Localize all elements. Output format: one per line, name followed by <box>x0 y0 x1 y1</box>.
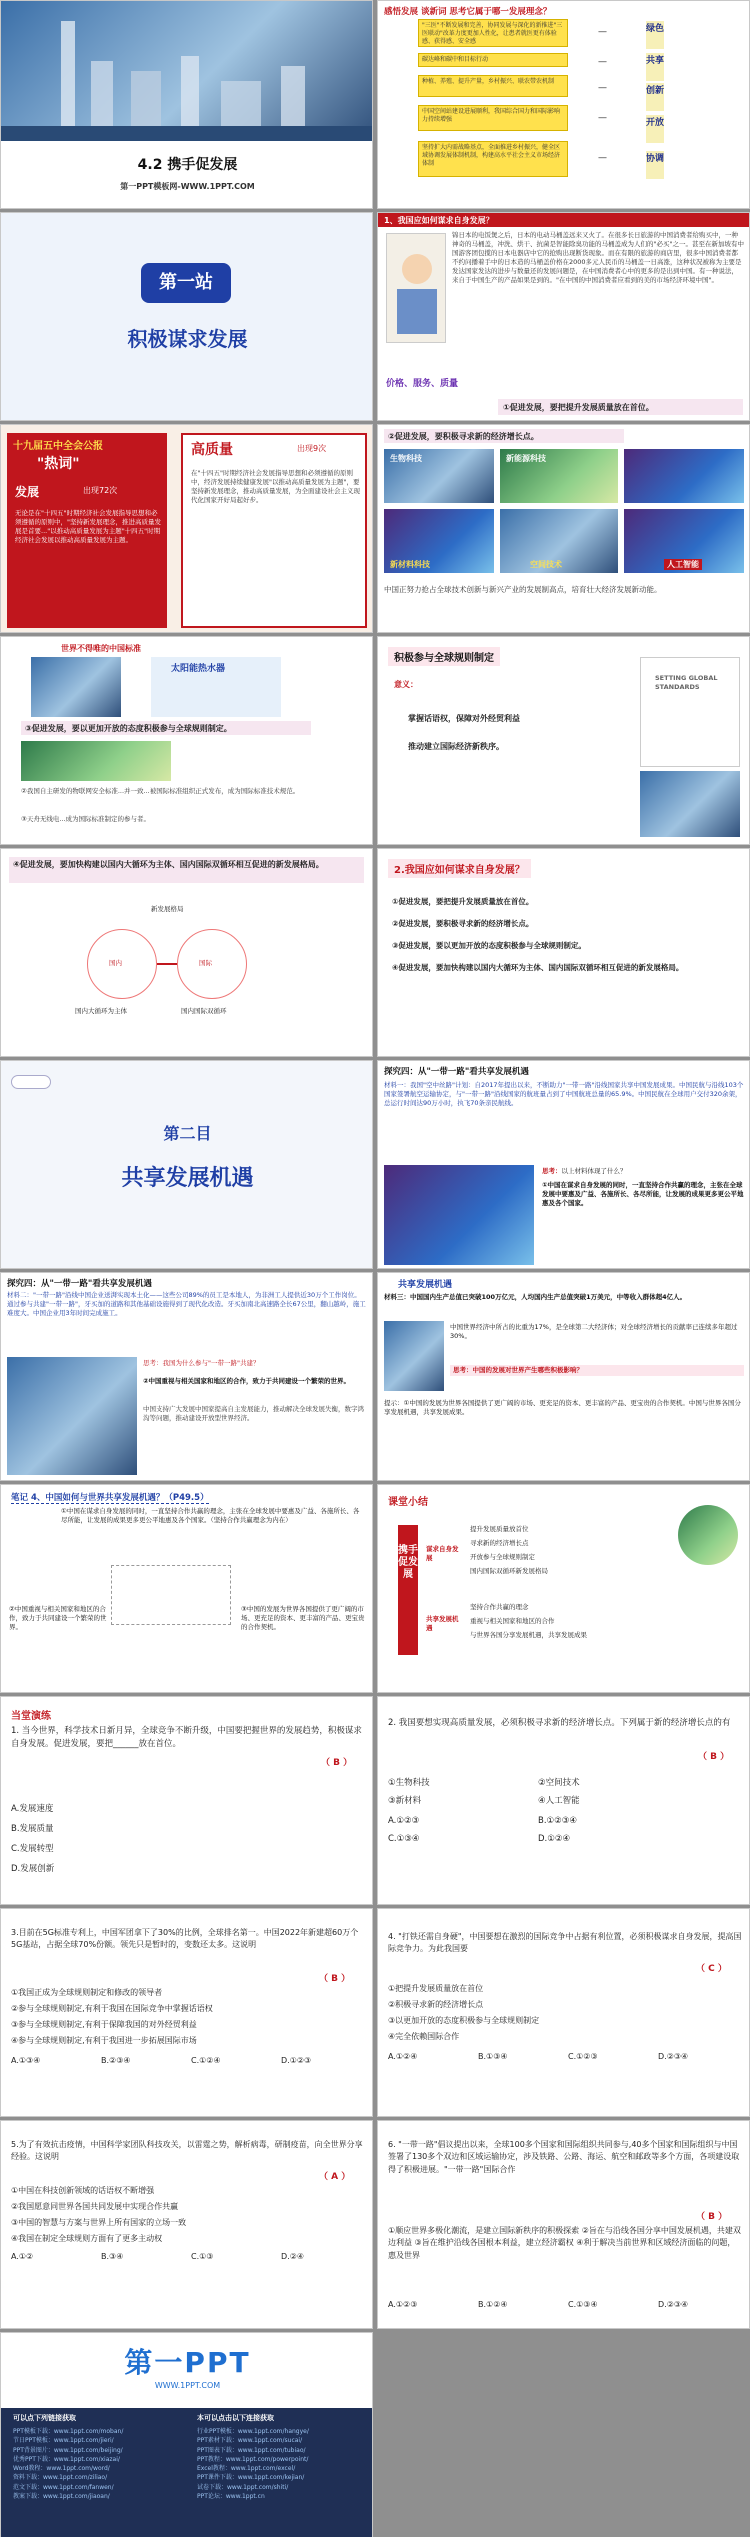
link-left-3[interactable]: PPT背景图片：www.1ppt.com/beijing/ <box>13 2446 123 2454</box>
q2-choice-a[interactable]: A.①②③ <box>388 1816 420 1826</box>
q3-choice-d[interactable]: D.①②③ <box>281 2056 312 2065</box>
standards-image-1 <box>31 657 121 717</box>
cover-title: 4.2 携手促发展 <box>137 157 238 173</box>
q2-choice-b[interactable]: B.①②③④ <box>538 1816 578 1826</box>
summary-item-1-3: 开放参与全球规则制定 <box>470 1553 535 1561</box>
link-right-8[interactable]: PPT论坛：www.1ppt.cn <box>197 2493 265 2501</box>
tile-bio <box>384 449 494 503</box>
term-box-1: "三医"不断发展和完善，协同发展与深化的新推进"三医联动"改革力度更加人性化，让患者就医更有体验感、获得感、安全感 <box>418 19 568 47</box>
link-left-8[interactable]: 教案下载：www.1ppt.com/jiaoan/ <box>13 2493 110 2501</box>
slide-10-how-summary[interactable] <box>377 848 750 1057</box>
station-title: 积极谋求发展 <box>127 327 248 351</box>
q3-stmt-1: ①我国正成为全球规则制定和修改的领导者 <box>11 1988 163 1997</box>
q2-choice-d[interactable]: D.①②④ <box>538 1834 571 1844</box>
fazhan-label: 发展 <box>15 485 40 499</box>
case-text: 锦日本的电饭煲之后，日本的电动马桶盖远来又火了。在很多长日旅游的中国消费者给购买中，一种神奇的马桶盖，冲洗、烘干、抗菌是智能除臭功能的马桶盖成为人们的"必买"之一。甚至在新加坡有中国游客团包揽的日本电器店中它的抢购出现断货现象。而在有限的旅游的商店里，很多中国消费者都不约问播着手中的日本造的马桶盖价格在2000多元人民币的马桶盖一日高涨，这种状况被称为主要是发达国家发达的进步与数量还的发展问题是，在中国消费者心中的更多的是出到中国。有一种说法，来自于中国生产的产品如果是到的。"在中国的中国消费者应看到的美的市场经济环境中国"。 <box>452 231 744 285</box>
links-right <box>197 2427 367 2501</box>
q4-choice-c[interactable]: C.①②③ <box>568 2052 598 2061</box>
link-right-7[interactable]: 试卷下载：www.1ppt.com/shiti/ <box>197 2483 289 2491</box>
slide-4-header: 1、我国应如何谋求自身发展？ <box>378 213 750 227</box>
tile-material <box>384 509 494 573</box>
station-badge: 第一站 <box>141 263 231 303</box>
q4-stmt-3: ③以更加开放的态度积极参与全球规则制定 <box>388 2016 540 2025</box>
slide-8-global-rules[interactable] <box>377 636 750 845</box>
q5-stmt-4: ④我国在制定全球规则方面有了更多主动权 <box>11 2234 163 2243</box>
slide-23-ending[interactable] <box>0 2332 373 2537</box>
link-left-4[interactable]: 优秀PPT下载：www.1ppt.com/xiazai/ <box>13 2455 120 2463</box>
q3-choice-c[interactable]: C.①②④ <box>191 2056 221 2065</box>
slide-3-station-1[interactable] <box>0 212 373 421</box>
link-left-5[interactable]: Word教程：www.1ppt.com/word/ <box>13 2465 110 2473</box>
q6-choice-b[interactable]: B.①②④ <box>478 2300 508 2309</box>
slide-1-cover[interactable] <box>0 0 373 209</box>
standards-image-3 <box>21 741 171 781</box>
concept-tag-1: 绿色 <box>646 21 664 49</box>
conclusion-3: ③促进发展，要以更加开放的态度积极参与全球规则制定。 <box>21 721 311 735</box>
tile-space <box>500 509 618 573</box>
q1-option-b[interactable]: B.发展质量 <box>11 1824 54 1834</box>
how-point-3: ③促进发展，要以更加开放的态度积极参与全球规则制定。 <box>392 941 586 950</box>
slide-20-question-4[interactable] <box>377 1908 750 2117</box>
q4-stmt-4: ④完全依赖国际合作 <box>388 2032 460 2041</box>
q6-statements: ①顺应世界多极化潮流，是建立国际新秩序的积极探索 ②旨在与沿线各国分享中国发展机遇，共建双边利益 ③旨在维护沿线各国根本利益，建立经济霸权 ④利于解决当前世界和区域经济面临的问题，惠及世界 <box>388 2226 741 2260</box>
q6-answer[interactable]: （ B ） <box>696 2212 728 2222</box>
circle-international <box>177 929 247 999</box>
cloud-icon <box>11 1075 51 1089</box>
concept-tag-4: 开放 <box>646 115 664 143</box>
slide-21-question-5[interactable] <box>0 2120 373 2329</box>
q6-choice-d[interactable]: D.②③④ <box>658 2300 689 2309</box>
slide-14-shared-opportunities[interactable] <box>377 1272 750 1481</box>
dash-5: — <box>598 153 607 163</box>
standards-image-2 <box>151 657 281 717</box>
slide-22-question-6[interactable] <box>377 2120 750 2329</box>
q2-stmt-3: ③新材料 <box>388 1796 422 1806</box>
q2-text: 2. 我国要想实现高质量发展，必须积极寻求新的经济增长点。下列属于新的经济增长点的有 <box>388 1718 731 1728</box>
gzl-text: 在"十四五"时期经济社会发展指导思想和必须遵循的原则中，经济发展持续健康发展"以推动高质量发展为主题"，要坚持新发展理念，推动高质量发展，为全面建设社会主义现代化国家开好局起好步。 <box>191 469 360 505</box>
summary-item-1-4: 国内国际双循环新发展格局 <box>470 1567 548 1575</box>
q5-choice-c[interactable]: C.①③ <box>191 2252 214 2261</box>
note-point-1: ①中国在谋求自身发展的同时，一直坚持合作共赢的理念，主张在全球发展中要惠及广益、各施所长、各尽所能，让发展的成果更多更公平地惠及各个国家。（坚持合作共赢理念为内在） <box>61 1507 360 1525</box>
city-skyline-image <box>1 1 373 141</box>
summary-item-2-3: 与世界各国分享发展机遇，共享发展成果 <box>470 1631 587 1639</box>
links-right-title: 本可以点击以下连接获取 <box>197 2414 274 2422</box>
tile-bio-label: 生物科技 <box>390 454 422 463</box>
q2-stmt-2: ②空间技术 <box>538 1778 580 1788</box>
diagram-left-label: 国内 <box>109 959 122 967</box>
summary-side: 携手促发展 <box>398 1525 418 1655</box>
meaning-point-2: 推动建立国际经济新秩序。 <box>408 742 504 751</box>
cartoon-image <box>386 233 446 343</box>
slide-11-part-2[interactable] <box>0 1060 373 1269</box>
gzl-label: 高质量 <box>191 442 233 458</box>
q3-text: 3.目前在5G标准专利上，中国军团拿下了30%的比例，全球排名第一。中国2022年新建超60万个5G基站，占据全球70%份额。领先只是暂时的，变数还太多。这说明 <box>11 1928 359 1950</box>
term-box-4: 中国空间站建设进展顺利，我国综合国力和国际影响力持续增强 <box>418 105 568 131</box>
tile-extra <box>624 449 744 503</box>
tile-ai <box>624 509 744 573</box>
slide-14-header: 共享发展机遇 <box>398 1280 453 1290</box>
slide-10-header: 2.我国应如何谋求自身发展？ <box>388 859 531 878</box>
q1-option-d[interactable]: D.发展创新 <box>11 1864 55 1874</box>
tile-space-label: 空间技术 <box>530 560 562 569</box>
slide-15-header: 笔记 4、中国如何与世界共享发展机遇？（P49.5） <box>11 1493 209 1503</box>
link-left-6[interactable]: 资料下载：www.1ppt.com/ziliao/ <box>13 2474 108 2482</box>
how-point-4: ④促进发展，要加快构建以国内大循环为主体、国内国际双循环相互促进的新发展格局。 <box>392 963 684 972</box>
q5-stmt-1: ①中国在科技创新领域的话语权不断增强 <box>11 2186 155 2195</box>
link-right-6[interactable]: PPT课件下载：www.1ppt.com/kejian/ <box>197 2474 305 2482</box>
term-box-5: 坚持扩大内需战略基点，全面推进乡村振兴，健全区域协调发展体制机制，构建高水平社会主义市场经济体制 <box>418 141 568 177</box>
think-12 <box>542 1167 746 1176</box>
q6-choice-c[interactable]: C.①③④ <box>568 2300 598 2309</box>
summary-item-1-1: 提升发展质量放首位 <box>470 1525 529 1533</box>
slide-12-header: 探究四：从"一带一路"看共享发展机遇 <box>384 1067 529 1077</box>
fazhan-text: 无论是在"十四五"时期经济社会发展指导思想和必须遵循的原则中，"坚持新发展理念，推进高质量发展是首要..."以推动高质量发展为主题"十四五"时期经济社会发展以推动高质量发展为主题。 <box>15 509 161 545</box>
slide-2-new-terms[interactable] <box>377 0 750 209</box>
station-bg <box>1 213 373 421</box>
material-1: 材料一：我国"空中丝路"计划：自2017年提出以来，不断助力"一带一路"沿线国家共享中国发展成果。中国民航与沿线103个国家签署航空运输协定，与"一带一路"沿线国家的航班量占到了中国航班总量的65.9%。中国民航在全球用户交付320余架，总运行时间达90万小时，执飞70条亲民航线。 <box>384 1081 744 1108</box>
how-point-2: ②促进发展，要积极寻求新的经济增长点。 <box>392 919 534 928</box>
q4-answer[interactable]: （ C ） <box>696 1964 727 1974</box>
q5-stmt-3: ③中国的智慧与方案与世界上所有国家的立场一致 <box>11 2218 187 2227</box>
concept-tag-2: 共享 <box>646 53 664 81</box>
logo-text: 第一PPT <box>124 2346 251 2379</box>
slide-17-question-1[interactable] <box>0 1696 373 1905</box>
slide-12-belt-road-1[interactable] <box>377 1060 750 1269</box>
q6-text: 6. "一带一路"倡议提出以来，全球100多个国家和国际组织共同参与,40多个国家和国际组织与中国签署了130多个双边和区域运输协定，涉及铁路、公路、海运、航空和邮政等多个方面，各项建设取得了积极进展。"一带一路"国际合作 <box>388 2140 740 2174</box>
standards-note-2: ③天舟无线电...成为国际标准制定的参与者。 <box>21 815 151 823</box>
stat-text: 中国世界经济中所占的比重为17%，是全球第二大经济体；对全球经济增长的贡献率已连续多年超过30%。 <box>450 1323 738 1341</box>
link-right-2[interactable]: PPT素材下载：www.1ppt.com/sucai/ <box>197 2437 303 2445</box>
link-left-2[interactable]: 节日PPT模板：www.1ppt.com/jieri/ <box>13 2437 114 2445</box>
q1-text: 1. 当今世界，科学技术日新月异，全球竞争不断升级，中国要把握世界的发展趋势，积极谋求自身发展。促进发展，要把______放在首位。 <box>11 1726 362 1750</box>
slide-19-question-3[interactable] <box>0 1908 373 2117</box>
q1-answer[interactable]: （ B ） <box>321 1758 353 1768</box>
q4-choice-a[interactable]: A.①②④ <box>388 2052 418 2061</box>
links-left <box>13 2427 183 2501</box>
summary-item-2-2: 重视与相关国家和地区的合作 <box>470 1617 555 1625</box>
dash-1: — <box>598 27 607 37</box>
summary-item-1-2: 寻求新的经济增长点 <box>470 1539 529 1547</box>
route-map-image <box>7 1357 137 1475</box>
tile-ai-label: 人工智能 <box>664 559 702 570</box>
link-right-1[interactable]: 行业PPT模板：www.1ppt.com/hangye/ <box>197 2428 309 2435</box>
growth-caption: 中国正努力抢占全球技术创新与新兴产业的发展制高点，培育壮大经济发展新动能。 <box>384 585 662 594</box>
think-12-label: 思考： <box>542 1167 562 1175</box>
q6-choice-a[interactable]: A.①②③ <box>388 2300 418 2309</box>
slide-18-question-2[interactable] <box>377 1696 750 1905</box>
material-2: 材料二："一带一路"沿线中国企业送湃实现本土化——这些公司89%的员工是本地人，为非洲工人提供近30万个工作岗位。通过参与共建"一带一路"，牙买加的道路和其他基础设施得到了现代化改造。牙买加南北高速路全长67公里，翻山越岭，施工难度大。中国企业用3年时间完成施工。 <box>7 1291 366 1318</box>
summary-item-2-1: 坚持合作共赢的理念 <box>470 1603 529 1611</box>
slide-2-header: 感悟发展 谈新词 思考它属于哪一发展理念？ <box>384 7 552 17</box>
q4-stmt-2: ②积极寻求新的经济增长点 <box>388 2000 484 2009</box>
think-13: 思考：我国为什么参与"一带一路"共建？ <box>143 1359 260 1367</box>
practice-header: 当堂演练 <box>11 1711 51 1722</box>
flight-map-image <box>384 1165 534 1265</box>
link-right-5[interactable]: Excel教程：www.1ppt.com/excel/ <box>197 2465 296 2473</box>
q2-answer[interactable]: （ B ） <box>698 1752 730 1762</box>
dash-3: — <box>598 83 607 93</box>
q3-stmt-4: ④参与全球规则制定,有利于我国进一步拓展国际市场 <box>11 2036 197 2045</box>
dash-2: — <box>598 57 607 67</box>
slide-7-header: 世界不得唯的中国标准 <box>61 644 141 653</box>
answer-12: ①中国在谋求自身发展的同时，一直坚持合作共赢的理念，主张在全球发展中要惠及广益、各施所长、各尽所能，让发展的成果更多更公平地惠及各个国家。 <box>542 1181 744 1208</box>
gzl-count: 出现9次 <box>297 444 327 453</box>
link-left-7[interactable]: 范文下载：www.1ppt.com/fanwen/ <box>13 2483 114 2491</box>
q3-choice-a[interactable]: A.①③④ <box>11 2056 41 2065</box>
q2-stmt-1: ①生物科技 <box>388 1778 430 1788</box>
fazhan-count: 出现72次 <box>83 486 118 495</box>
q5-choice-a[interactable]: A.①② <box>11 2252 34 2261</box>
term-box-2: 碳达峰和碳中和目标行动 <box>418 53 568 67</box>
concept-tag-5: 协调 <box>646 151 664 179</box>
q3-stmt-2: ②参与全球规则制定,有利于我国在国际竞争中掌握话语权 <box>11 2004 213 2013</box>
slide-4-toilet-seat-case[interactable] <box>377 212 750 421</box>
slide-6-header: ②促进发展，要积极寻求新的经济增长点。 <box>384 429 624 443</box>
think-14: 思考：中国的发展对世界产生哪些积极影响？ <box>450 1365 744 1376</box>
slide-6-growth-points[interactable] <box>377 424 750 633</box>
summary-group-2: 共享发展机遇 <box>426 1615 459 1633</box>
globe-image <box>678 1505 738 1565</box>
slide-16-summary[interactable] <box>377 1484 750 1693</box>
term-box-3: 种植、养殖、提升产量，乡村振兴、联农带农机制 <box>418 75 568 97</box>
slide-8-header: 积极参与全球规则制定 <box>388 647 500 666</box>
q2-stmt-4: ④人工智能 <box>538 1796 580 1806</box>
dash-4: — <box>598 113 607 123</box>
concept-tag-3: 创新 <box>646 83 664 111</box>
diagram-right-label: 国际 <box>199 959 212 967</box>
book-title: SETTING GLOBAL STANDARDS <box>655 674 718 692</box>
q1-option-c[interactable]: C.发展转型 <box>11 1844 54 1854</box>
note-point-3: ③中国的发展为世界各国提供了更广阔的市场、更充足的资本、更丰富的产品、更宝贵的合作契机。 <box>241 1605 365 1632</box>
tile-energy-label: 新能源科技 <box>506 454 546 463</box>
q4-stmt-1: ①把提升发展质量放在首位 <box>388 1984 484 1993</box>
meaning-point-1: 掌握话语权，保障对外经贸利益 <box>408 714 520 723</box>
diagram-top-label: 新发展格局 <box>151 905 184 913</box>
link-left-1[interactable]: PPT模板下载：www.1ppt.com/moban/ <box>13 2428 124 2435</box>
diagram-bottom-right: 国内国际双循环 <box>181 1007 227 1015</box>
q5-stmt-2: ②我国愿意同世界各国共同发展中实现合作共赢 <box>11 2202 179 2211</box>
slide-15-notes[interactable] <box>0 1484 373 1693</box>
link-right-3[interactable]: PPT图表下载：www.1ppt.com/tubiao/ <box>197 2446 306 2454</box>
q5-choice-b[interactable]: B.③④ <box>101 2252 124 2261</box>
book-cover <box>640 657 740 767</box>
logo-url: WWW.1PPT.COM <box>154 2381 221 2390</box>
meaning-label: 意义： <box>394 680 418 689</box>
q4-choice-d[interactable]: D.②③④ <box>658 2052 689 2061</box>
think-12-text: 以上材料体现了什么？ <box>561 1167 627 1175</box>
answer-13-1: ②中国重视与相关国家和地区的合作，致力于共同建设一个繁荣的世界。 <box>143 1377 351 1385</box>
link-right-4[interactable]: PPT教程：www.1ppt.com/powerpoint/ <box>197 2455 309 2463</box>
summary-group-1: 谋求自身发展 <box>426 1545 459 1563</box>
slide-9-header: ④促进发展，要加快构建以国内大循环为主体、国内国际双循环相互促进的新发展格局。 <box>9 857 364 883</box>
q3-stmt-3: ③参与全球规则制定,有利于保障我国的对外经贸利益 <box>11 2020 197 2029</box>
q1-option-a[interactable]: A.发展速度 <box>11 1804 54 1814</box>
standards-note-1: ②我国自主研发的物联网安全标准...并一致...被国际标准组织正式发布，成为国际标准技术规范。 <box>21 787 300 795</box>
rules-image <box>640 771 740 837</box>
cover-subtitle: 第一PPT模板网-WWW.1PPT.COM <box>120 182 255 191</box>
note-point-2: ②中国重视与相关国家和地区的合作，致力于共同建设一个繁荣的世界。 <box>9 1605 107 1632</box>
earth-image <box>384 1321 444 1391</box>
q5-choice-d[interactable]: D.②④ <box>281 2252 305 2261</box>
slide-13-header: 探究四：从"一带一路"看共享发展机遇 <box>7 1279 152 1289</box>
conclusion-1: ①促进发展，要把提升发展质量放在首位。 <box>498 399 743 415</box>
material-3: 材料三：中国国内生产总值已突破100万亿元，人均国内生产总值突破1万美元，中等收入群体超4亿人。 <box>384 1293 687 1301</box>
slide-7-standards[interactable] <box>0 636 373 845</box>
slide-5-hot-words[interactable] <box>0 424 373 633</box>
answer-14: 提示：①中国的发展为世界各国提供了更广阔的市场、更充足的资本、更丰富的产品、更宝贵的合作契机。中国与世界各国分享发展机遇，共享发展成果。 <box>384 1399 741 1417</box>
slide-16-header: 课堂小结 <box>388 1497 428 1508</box>
circle-domestic <box>87 929 157 999</box>
q2-choice-c[interactable]: C.①③④ <box>388 1834 420 1844</box>
links-left-title: 可以点下列链接获取 <box>13 2414 76 2422</box>
q3-choice-b[interactable]: B.②③④ <box>101 2056 131 2065</box>
how-point-1: ①促进发展，要把提升发展质量放在首位。 <box>392 897 534 906</box>
tile-energy <box>500 449 618 503</box>
q4-text: 4. "打铁还需自身硬"，中国要想在激烈的国际竞争中占据有利位置，必须积极谋求自身发展，提高国际竞争力。为此我国要 <box>388 1932 742 1954</box>
part2-label: 第二目 <box>163 1124 212 1143</box>
q5-answer[interactable]: （ A ） <box>319 2172 351 2182</box>
answer-13-2: 中国支持广大发展中国家提高自主发展能力，推动解决全球发展失衡，数字鸿沟等问题，推动建设开放型世界经济。 <box>143 1405 364 1423</box>
q4-choice-b[interactable]: B.①③④ <box>478 2052 508 2061</box>
circle-link <box>157 963 177 965</box>
slide-9-dual-circulation[interactable] <box>0 848 373 1057</box>
slide-13-belt-road-2[interactable] <box>0 1272 373 1481</box>
banner-line-1: 十九届五中全会公报 <box>13 441 103 452</box>
diagram-bottom-left: 国内大循环为主体 <box>75 1007 127 1015</box>
q3-answer[interactable]: （ B ） <box>319 1974 351 1984</box>
q5-text: 5.为了有效抗击疫情，中国科学家团队科技攻关，以雷霆之势，解析病毒，研制疫苗，向全世界分享经验。这说明 <box>11 2140 363 2162</box>
solar-label: 太阳能热水器 <box>171 664 226 674</box>
part2-title: 共享发展机遇 <box>121 1166 254 1191</box>
tile-material-label: 新材料科技 <box>390 560 430 569</box>
case-keywords: 价格、服务、质量 <box>386 379 459 389</box>
banner-line-2: "热词" <box>37 456 80 472</box>
triangle-frame <box>111 1565 231 1625</box>
